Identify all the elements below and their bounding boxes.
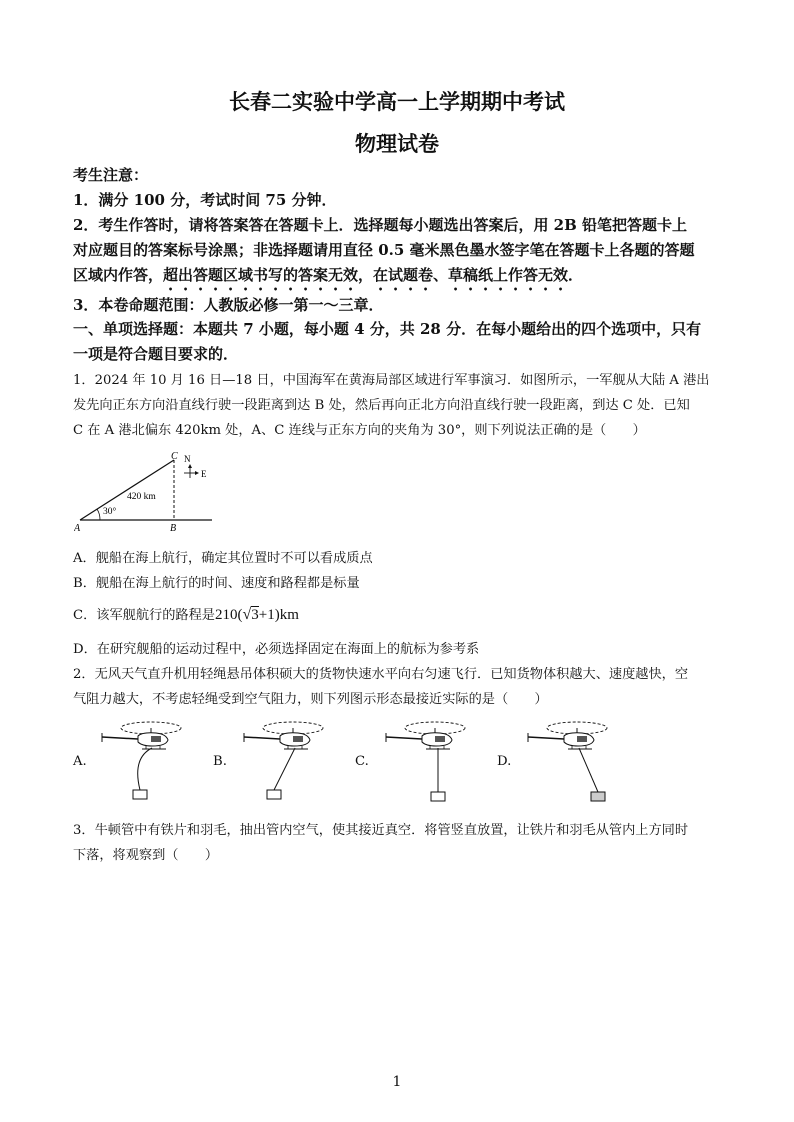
angle-label: 30° <box>103 507 117 517</box>
question-2-line-1: 2．无风天气直升机用轻绳悬吊体积硕大的货物快速水平向右匀速飞行．已知货物体积越大、速度越快，空 <box>73 667 689 682</box>
helicopter-figure-c <box>380 716 476 804</box>
notice-item-2-line-3 <box>73 264 723 294</box>
notice-heading: 考生注意： <box>73 166 149 184</box>
page-number: 1 <box>392 1074 402 1090</box>
question-3-line-1: 3．牛顿管中有铁片和羽毛，抽出管内空气，使其接近真空．将管竖直放置，让铁片和羽毛从管内上方同时 <box>73 823 689 838</box>
east-label: E <box>201 469 207 479</box>
compass-icon <box>184 464 199 478</box>
question-1-line-2: 发先向正东方向沿直线行驶一段距离到达 B 处，然后再向正北方向沿直线行驶一段距离，到达 C 处．已知 <box>73 398 690 413</box>
helicopter-figure-d <box>522 716 618 804</box>
q1-option-b: B．舰船在海上航行的时间、速度和路程都是标量 <box>73 576 360 591</box>
q2-option-a-label: A. <box>73 754 87 769</box>
helicopter-icon <box>102 722 181 749</box>
question-1-line-1: 1．2024 年 10 月 16 日—18 日，中国海军在黄海局部区域进行军事演习．如图所示，一军舰从大陆 A 港出 <box>73 373 710 388</box>
exam-subtitle: 物理试卷 <box>355 131 439 156</box>
question-1-figure <box>74 448 219 534</box>
q2-option-c-label: C. <box>355 754 369 769</box>
sqrt-radicand: 3 <box>251 607 259 623</box>
notice-item-2-line-2: 对应题目的答案标号涂黑；非选择题请用直径 0.5 毫米黑色墨水签字笔在答题卡上各题的答题 <box>73 241 695 259</box>
section-1-heading-line-2: 一项是符合题目要求的． <box>73 345 239 363</box>
cargo-box <box>267 790 281 799</box>
notice-item-2-line-3c: ． <box>568 266 584 284</box>
q1-option-a: A．舰船在海上航行，确定其位置时不可以看成质点 <box>73 551 373 566</box>
notice-item-3: 3．本卷命题范围：人教版必修一第一～三章． <box>73 296 384 314</box>
north-label: N <box>184 454 191 464</box>
cargo-box <box>133 790 147 799</box>
q1-option-c <box>73 604 723 624</box>
point-a-label: A <box>74 523 81 534</box>
cargo-box <box>591 792 605 801</box>
notice-item-2-line-1: 2．考生作答时，请将答案答在答题卡上．选择题每小题选出答案后，用 2B 铅笔把答题卡上 <box>73 216 688 234</box>
exam-title: 长春二实验中学高一上学期期中考试 <box>229 89 565 114</box>
section-1-heading-line-1: 一、单项选择题：本题共 7 小题，每小题 4 分，共 28 分．在每小题给出的四个选项中，只有 <box>73 320 702 338</box>
q1-option-c-formula <box>215 607 299 623</box>
notice-item-1: 1．满分 100 分，考试时间 75 分钟． <box>73 191 337 209</box>
formula-prefix: 210( <box>214 607 243 623</box>
q1-option-d: D．在研究舰船的运动过程中，必须选择固定在海面上的航标为参考系 <box>73 642 480 657</box>
helicopter-icon <box>244 722 323 749</box>
helicopter-figure-b <box>238 716 334 804</box>
question-2-line-2: 气阻力越大，不考虑轻绳受到空气阻力，则下列图示形态最接近实际的是（ ） <box>73 692 548 707</box>
q2-option-b-label: B. <box>213 754 227 769</box>
sqrt-sign: √ <box>242 606 252 623</box>
point-c-label: C <box>171 451 178 462</box>
distance-label: 420 km <box>127 492 156 502</box>
helicopter-icon <box>386 722 465 749</box>
cargo-box <box>431 792 445 801</box>
question-3-line-2: 下落，将观察到（ ） <box>73 848 219 863</box>
helicopter-figure-a <box>96 716 192 804</box>
q2-option-d-label: D. <box>497 754 512 769</box>
point-b-label: B <box>170 523 177 534</box>
q1-option-c-text: C．该军舰航行的路程是 <box>73 608 215 623</box>
helicopter-icon <box>528 722 607 749</box>
notice-item-2-line-3a: 区域内作答， <box>73 266 164 284</box>
emphasized-warning: 超出答题区域书写的答案无效，在试题卷、草稿纸上作答无效 <box>163 266 569 284</box>
question-1-line-3: C 在 A 港北偏东 420km 处，A、C 连线与正东方向的夹角为 30°，则下列说法正确的是（ ） <box>73 423 646 438</box>
formula-suffix: +1)km <box>258 607 299 623</box>
